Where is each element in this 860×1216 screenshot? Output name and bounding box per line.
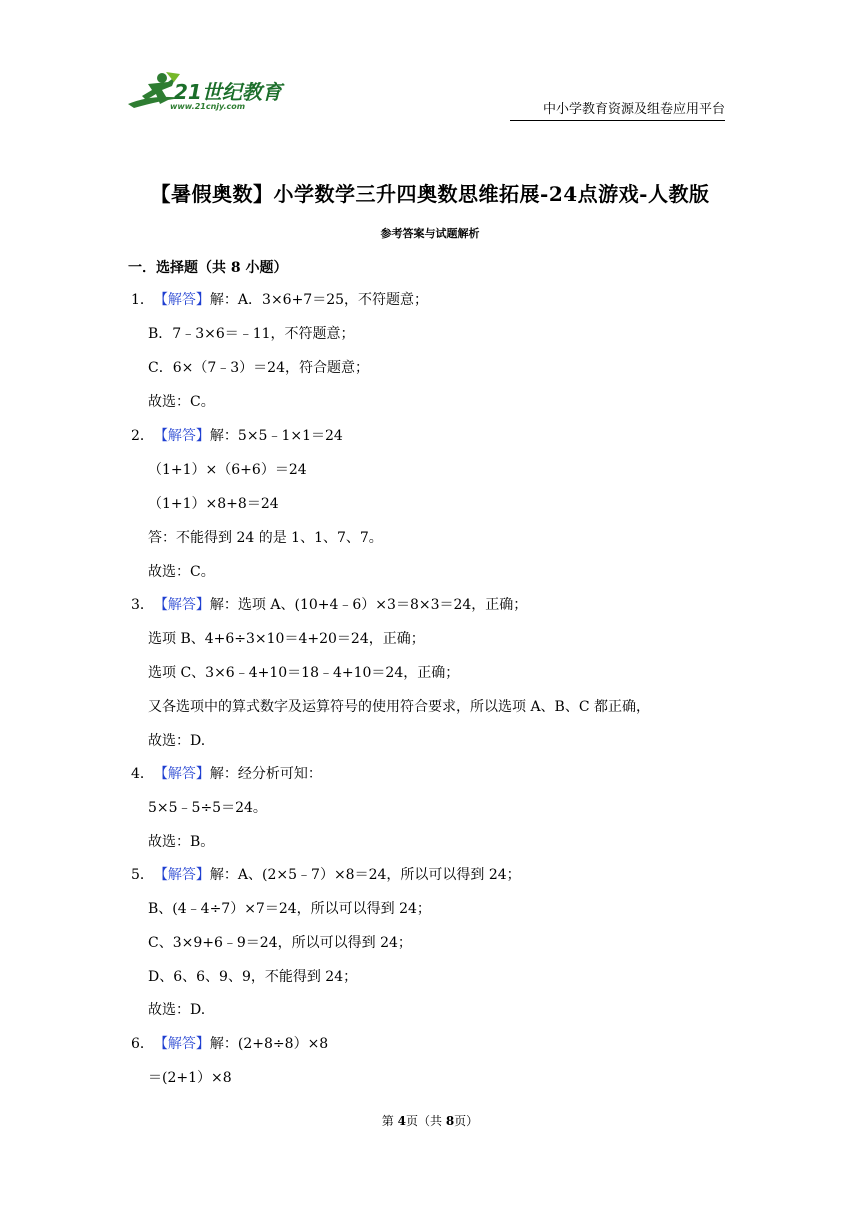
answer-line: 故选：D. — [148, 1002, 206, 1018]
answer-line: （1+1）×8+8＝24 — [148, 496, 279, 512]
question-number: 1． — [131, 292, 154, 308]
section-heading: 一．选择题（共 8 小题） — [128, 260, 288, 276]
answer-tag: 【解答】 — [153, 1036, 210, 1052]
question-number: 6． — [131, 1036, 154, 1052]
answer-tag: 【解答】 — [153, 766, 210, 782]
answer-line: C、3×9+6﹣9＝24，所以可以得到 24； — [148, 935, 412, 951]
question-number: 4． — [131, 766, 154, 782]
answer-line: D、6、6、9、9，不能得到 24； — [148, 969, 358, 985]
logo-text: 21世纪教育 — [174, 80, 282, 104]
question-number: 5． — [131, 867, 154, 883]
total-pages: 8 — [445, 1114, 455, 1128]
answer-text: 解：选项 A、(10+4﹣6）×3＝8×3＝24，正确； — [209, 597, 528, 613]
question-line — [131, 765, 322, 783]
page-footer — [0, 1112, 860, 1129]
answer-line: B．7﹣3×6＝﹣11，不符题意； — [148, 326, 355, 342]
footer-suffix: 页） — [454, 1114, 479, 1128]
current-page: 4 — [397, 1114, 406, 1128]
answer-line: C．6×（7﹣3）＝24，符合题意； — [148, 360, 369, 376]
answer-line: 又各选项中的算式数字及运算符号的使用符合要求，所以选项 A、B、C 都正确， — [148, 699, 651, 715]
answer-tag: 【解答】 — [153, 597, 210, 613]
platform-name: 中小学教育资源及组卷应用平台 — [510, 98, 725, 121]
site-logo[interactable] — [122, 70, 292, 118]
answer-line: ＝(2+1）×8 — [148, 1070, 232, 1086]
footer-middle: 页（共 — [405, 1114, 446, 1128]
answer-text: 解：(2+8÷8）×8 — [209, 1036, 329, 1052]
answer-text: 解：经分析可知： — [209, 766, 322, 782]
question-line — [131, 1035, 328, 1053]
question-line — [131, 596, 527, 614]
question-number: 2． — [131, 428, 154, 444]
answer-line: 故选：C。 — [148, 394, 215, 410]
answer-line: 答：不能得到 24 的是 1、1、7、7。 — [148, 530, 383, 546]
footer-prefix: 第 — [381, 1114, 398, 1128]
answer-tag: 【解答】 — [153, 292, 210, 308]
question-line — [131, 427, 343, 445]
answer-line: 选项 C、3×6﹣4+10＝18﹣4+10＝24，正确； — [148, 665, 460, 681]
answer-line: 故选：C。 — [148, 564, 215, 580]
answer-line: 故选：B。 — [148, 834, 215, 850]
answer-text: 解：A．3×6+7＝25，不符题意； — [209, 292, 429, 308]
answer-tag: 【解答】 — [153, 428, 210, 444]
page-subtitle: 参考答案与试题解析 — [380, 227, 480, 240]
answer-text: 解：A、(2×5﹣7）×8＝24，所以可以得到 24； — [209, 867, 521, 883]
question-number: 3． — [131, 597, 154, 613]
answer-tag: 【解答】 — [153, 867, 210, 883]
question-line — [131, 291, 428, 309]
answer-line: B、(4﹣4÷7）×7＝24，所以可以得到 24； — [148, 901, 431, 917]
answer-line: （1+1）×（6+6）＝24 — [148, 462, 307, 478]
answer-line: 故选：D. — [148, 733, 206, 749]
question-line — [131, 866, 521, 884]
answer-line: 5×5﹣5÷5＝24。 — [148, 800, 267, 816]
logo-url: www.21cnjy.com — [170, 102, 246, 111]
answer-line: 选项 B、4+6÷3×10＝4+20＝24，正确； — [148, 631, 425, 647]
page-title: 【暑假奥数】小学数学三升四奥数思维拓展-24点游戏-人教版 — [150, 182, 710, 206]
answer-text: 解：5×5﹣1×1＝24 — [209, 428, 343, 444]
